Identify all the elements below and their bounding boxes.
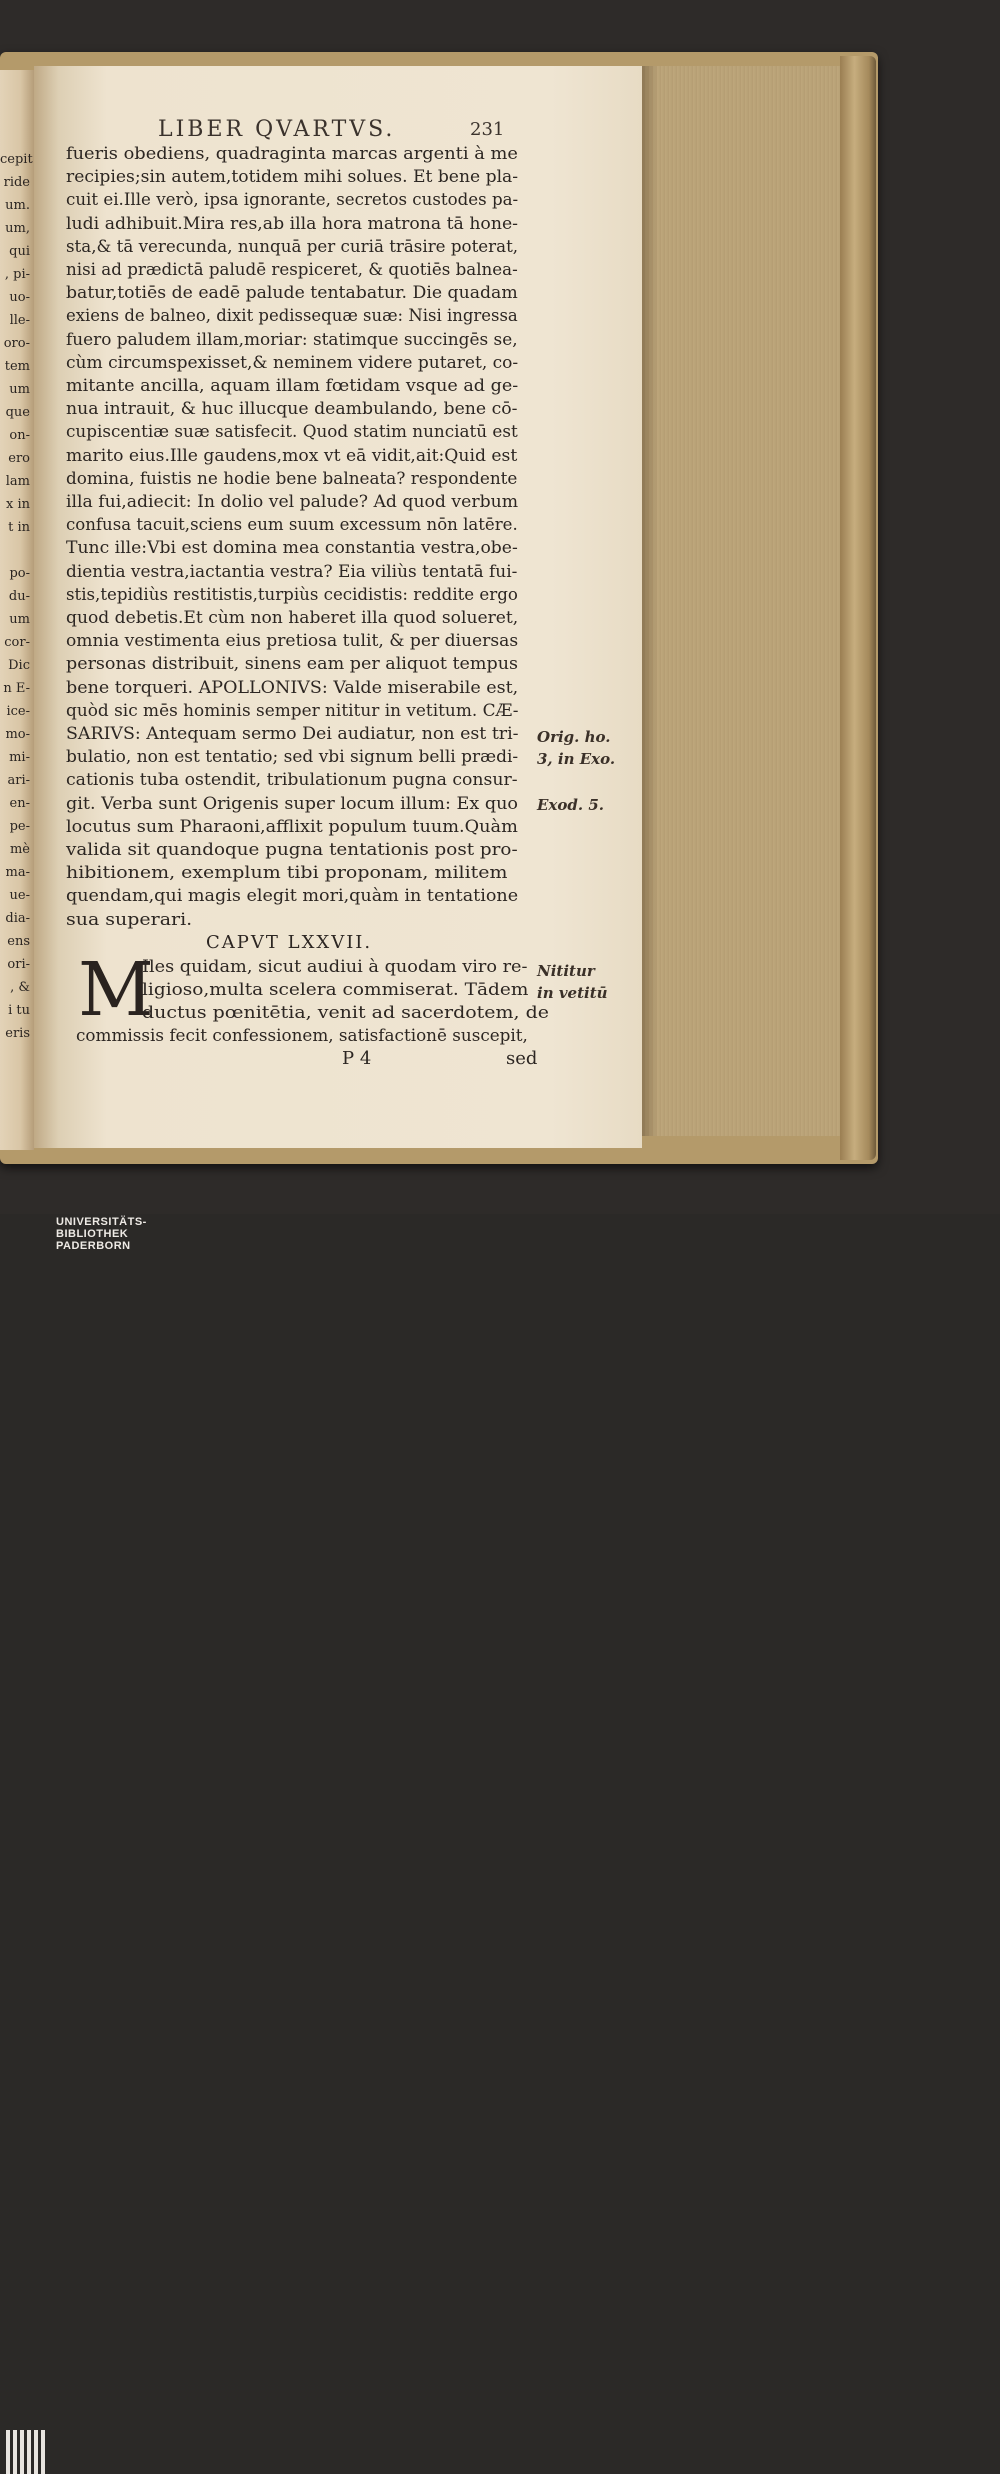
left-page-text: ice- [6, 704, 30, 719]
left-page-text: cepit [0, 152, 33, 167]
cover-edge [840, 56, 876, 1160]
text-line: marito eius.Ille gaudens,mox vt eā vidit,ait:Quid est [66, 445, 518, 465]
text-line: omnia vestimenta eius pretiosa tulit, & per diuersas [66, 631, 519, 651]
text-line: Tunc ille:Vbi est domina mea constantia vestra,obe- [66, 538, 518, 558]
text-line: git. Verba sunt Origenis super locum illum: Ex quo [66, 793, 519, 813]
left-page-text: ari- [7, 773, 30, 788]
library-name-line2: BIBLIOTHEK [56, 1228, 129, 1240]
left-page-fragment [0, 70, 34, 1150]
left-page-text: mè [9, 842, 30, 857]
left-page-text: que [5, 405, 30, 420]
library-name-line1: UNIVERSITÄTS- [56, 1216, 147, 1228]
left-page-text: n E- [3, 681, 30, 696]
left-page-text: eris [5, 1026, 30, 1041]
marginal-note: Orig. ho. [537, 728, 611, 746]
left-page-text: cor- [4, 635, 30, 650]
left-page-text: ero [8, 451, 30, 466]
left-page-text: ride [3, 175, 30, 190]
left-page-text: , & [10, 980, 30, 995]
page-edges-shadow [642, 66, 658, 1136]
text-line: recipies;sin autem,totidem mihi solues. Et bene pla- [66, 167, 519, 187]
left-page-text: pe- [9, 819, 30, 834]
chapter-heading: CAPVT LXXVII. [206, 932, 373, 953]
left-page-text: ens [7, 934, 30, 949]
left-page-text: du- [8, 589, 30, 604]
left-page-text: um [9, 382, 30, 397]
left-page-text: mi- [9, 750, 30, 765]
marginal-note: 3, in Exo. [537, 750, 616, 768]
text-line: SARIVS: Antequam sermo Dei audiatur, non est tri- [66, 724, 519, 743]
left-page-text: po- [9, 566, 30, 581]
left-page-text: tem [4, 359, 30, 374]
text-line: stis,tepidiùs restitistis,turpiùs cecidistis: reddite ergo [66, 584, 518, 604]
left-page-text: lam [5, 474, 30, 489]
library-footer [0, 1214, 1000, 1264]
left-page-text: Dic [8, 658, 30, 673]
text-line: commissis fecit confessionem, satisfactionē suscepit, [76, 1026, 528, 1045]
text-line: cùm circumspexisset,& neminem videre putaret, co- [66, 352, 519, 372]
text-line: Iles quidam, sicut audiui à quodam viro re- [142, 957, 528, 976]
left-page-text: dia- [5, 911, 30, 926]
text-line: ductus pœnitētia, venit ad sacerdotem, de [142, 1003, 549, 1022]
left-page-text: ue- [9, 888, 30, 903]
library-logo-icon [6, 2430, 50, 2474]
drop-cap: M [78, 947, 154, 1033]
text-line: hibitionem, exemplum tibi proponam, militem [66, 863, 508, 883]
scan-background [0, 0, 1000, 1214]
text-line: nua intrauit, & huc illucque deambulando, bene cō- [66, 399, 518, 419]
text-line: locutus sum Pharaoni,afflixit populum tuum.Quàm [66, 816, 518, 836]
text-line: fueris obediens, quadraginta marcas argenti à me [66, 144, 518, 163]
running-head: LIBER QVARTVS. [158, 117, 396, 142]
left-page-text: lle- [9, 313, 30, 328]
left-page-text: ma- [5, 865, 30, 880]
marginal-note: Exod. 5. [537, 796, 604, 814]
text-line: sta,& tā verecunda, nunquā per curiā trāsire poterat, [66, 236, 519, 256]
text-line: illa fui,adiecit: In dolio vel palude? Ad quod verbum [66, 492, 519, 511]
text-line: domina, fuistis ne hodie bene balneata? respondente [66, 468, 518, 488]
text-line: quendam,qui magis elegit mori,quàm in tentatione [66, 886, 519, 906]
catchword: sed [506, 1048, 538, 1069]
text-line: cationis tuba ostendit, tribulationum pugna consur- [66, 770, 518, 790]
text-line: valida sit quandoque pugna tentationis post pro- [66, 840, 518, 859]
marginal-note: in vetitū [537, 984, 608, 1002]
left-page-text: i tu [8, 1003, 30, 1018]
page-edges [642, 66, 840, 1136]
left-page-text: x in [6, 497, 30, 512]
left-page-text: um, [5, 221, 30, 236]
text-line: batur,totiēs de eadē palude tentabatur. Die quadam [66, 283, 518, 303]
marginal-note: Nititur [537, 962, 595, 980]
left-page-text: , pi- [4, 267, 30, 282]
text-line: ludi adhibuit.Mira res,ab illa hora matrona tā hone- [66, 213, 519, 233]
left-page-text: t in [8, 520, 30, 535]
text-line: quod debetis.Et cùm non haberet illa quod solueret, [66, 608, 519, 627]
text-line: mitante ancilla, aquam illam fœtidam vsque ad ge- [66, 376, 519, 395]
text-line: personas distribuit, sinens eam per aliquot tempus [66, 654, 518, 674]
left-page-text: oro- [3, 336, 30, 351]
page-number: 231 [470, 119, 505, 140]
signature-mark: P 4 [342, 1048, 372, 1069]
text-line: sua superari. [66, 909, 193, 929]
text-line: nisi ad prædictā paludē respiceret, & quotiēs balnea- [66, 260, 518, 279]
text-line: confusa tacuit,sciens eum suum excessum nōn latēre. [66, 515, 518, 535]
left-page-text: en- [9, 796, 30, 811]
text-line: exiens de balneo, dixit pedissequæ suæ: Nisi ingressa [66, 306, 518, 326]
left-page-text: uo- [9, 290, 30, 305]
library-name-line3: PADERBORN [56, 1240, 131, 1252]
text-line: quòd sic mēs hominis semper nititur in vetitum. CÆ- [66, 700, 519, 720]
left-page-text: ori- [7, 957, 30, 972]
left-page-text: um [9, 612, 30, 627]
left-page-text: qui [9, 244, 30, 259]
text-line: cupiscentiæ suæ satisfecit. Quod statim nunciatū est [66, 422, 518, 442]
text-line: cuit ei.Ille verò, ipsa ignorante, secretos custodes pa- [66, 190, 519, 210]
left-page-text: on- [9, 428, 30, 443]
left-page-text: um. [5, 198, 30, 213]
text-line: dientia vestra,iactantia vestra? Eia viliùs tentatā fui- [66, 561, 518, 581]
text-line: bulatio, non est tentatio; sed vbi signum belli prædi- [66, 747, 519, 767]
text-line: ligioso,multa scelera commiserat. Tādem [142, 980, 529, 999]
text-line: bene torqueri. APOLLONIVS: Valde miserabile est, [66, 677, 519, 697]
left-page-text: mo- [5, 727, 30, 742]
text-line: fuero paludem illam,moriar: statimque succingēs se, [66, 329, 518, 349]
